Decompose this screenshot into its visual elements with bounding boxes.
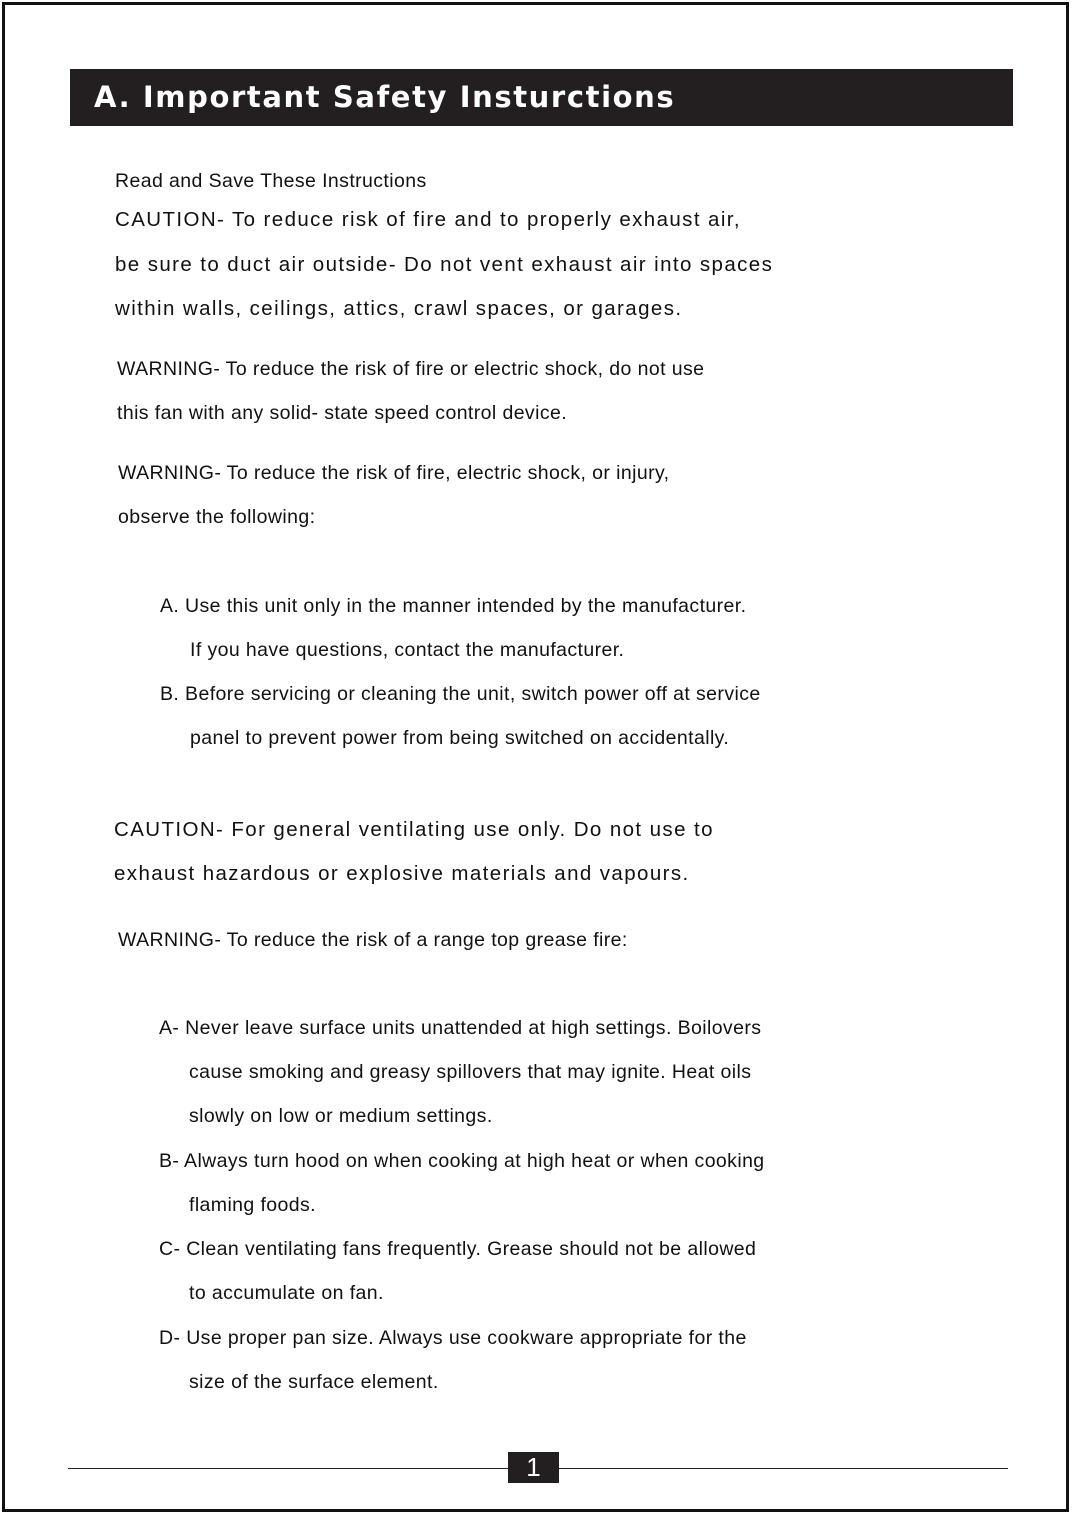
list2-item-b: B- Always turn hood on when cooking at high heat or when cooking (159, 1150, 765, 1172)
caution2-line-1: CAUTION- For general ventilating use only. Do not use to (114, 818, 714, 841)
list2-item-d-cont: size of the surface element. (189, 1371, 439, 1393)
warning2-line-2: observe the following: (118, 506, 316, 528)
caution1-line-2: be sure to duct air outside- Do not vent exhaust air into spaces (115, 253, 774, 276)
warning1-line-1: WARNING- To reduce the risk of fire or electric shock, do not use (117, 358, 705, 380)
list2-item-c-cont: to accumulate on fan. (189, 1282, 384, 1304)
list1-item-b-cont: panel to prevent power from being switched on accidentally. (190, 727, 730, 749)
list1-item-b: B. Before servicing or cleaning the unit, switch power off at service (160, 683, 761, 705)
caution1-line-3: within walls, ceilings, attics, crawl spaces, or garages. (115, 297, 683, 320)
warning3-line: WARNING- To reduce the risk of a range top grease fire: (118, 929, 628, 951)
warning1-line-2: this fan with any solid- state speed control device. (117, 402, 568, 424)
list2-item-a-cont-2: slowly on low or medium settings. (189, 1105, 493, 1127)
list2-item-b-cont: flaming foods. (189, 1194, 316, 1216)
list2-item-d: D- Use proper pan size. Always use cookware appropriate for the (159, 1327, 747, 1349)
list2-item-a: A- Never leave surface units unattended at high settings. Boilovers (159, 1017, 762, 1039)
list1-item-a-cont: If you have questions, contact the manufacturer. (190, 639, 625, 661)
intro-line: Read and Save These Instructions (115, 170, 427, 192)
list1-item-a: A. Use this unit only in the manner intended by the manufacturer. (160, 595, 747, 617)
list2-item-c: C- Clean ventilating fans frequently. Grease should not be allowed (159, 1238, 757, 1260)
caution2-line-2: exhaust hazardous or explosive materials and vapours. (114, 862, 690, 885)
page-number: 1 (508, 1452, 559, 1483)
section-title: A. Important Safety Insturctions (94, 80, 676, 114)
list2-item-a-cont-1: cause smoking and greasy spillovers that may ignite. Heat oils (189, 1061, 752, 1083)
section-header-bar (70, 69, 1013, 126)
caution1-line-1: CAUTION- To reduce risk of fire and to properly exhaust air, (115, 208, 741, 231)
warning2-line-1: WARNING- To reduce the risk of fire, electric shock, or injury, (118, 462, 670, 484)
